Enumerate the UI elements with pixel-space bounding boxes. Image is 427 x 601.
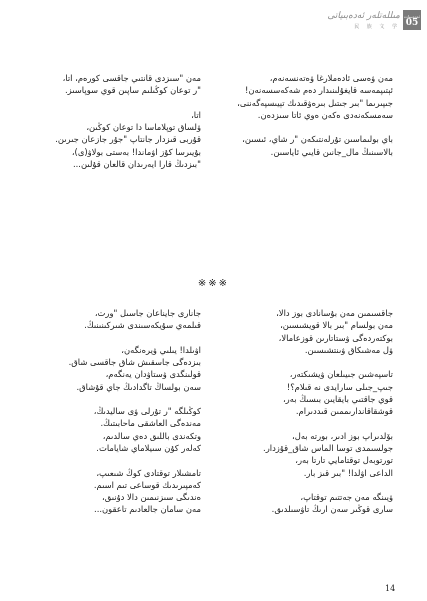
magazine-subtitle: 民 族 文 学 bbox=[354, 24, 400, 30]
poem-stanza bbox=[237, 133, 393, 158]
poem-line: جولسىمدى توسا الماس شاق_قۇزدار. bbox=[263, 443, 393, 454]
poem-line: مەن "سىزدى قانتىي جاقسى كورەم، اتا، bbox=[62, 73, 201, 83]
poem-stanza bbox=[237, 72, 393, 121]
poem-line: كەمپىرىدىك قوساعى تىم اسىم. bbox=[93, 479, 201, 490]
poem-line: مەن ۋەسى ئادەملارغا ۋەتەنسەنەم، bbox=[269, 73, 393, 83]
poem-line: جانارى جايناعان جاسىل "ورت، bbox=[94, 308, 201, 318]
poem-line: ۋل مەشىكاق ۋىنتشىسىن. bbox=[304, 344, 393, 355]
poem-line: مەن سامان جالعادىم تاعقون... bbox=[94, 504, 201, 515]
poem-top-right bbox=[237, 72, 393, 158]
poem-line: ۋيىنگە مەن جەتتىم توقتاپ، bbox=[300, 492, 393, 503]
poem-stanza bbox=[69, 344, 201, 393]
poem-line: سارى قوڭىر سەن ارىڭ تاۋسىلدىق. bbox=[271, 504, 393, 515]
poem-line: وتكەندى باللىق دەي سالدىم، bbox=[102, 430, 201, 441]
poem-line: ەندىگى سىزنىمىن دالا دۇنىق، bbox=[102, 492, 201, 503]
poem-line: جىپ_جىلى سارايدى نە قىلام؟! bbox=[286, 381, 393, 392]
poem-line: كەلەر كۇن سىيلاماي شايامات. bbox=[96, 443, 201, 454]
poem-line: اۋىلدا! يىلىي ۋيرەنگەن، bbox=[121, 344, 201, 355]
poem-bottom-right bbox=[263, 307, 393, 516]
poem-stanza bbox=[263, 307, 393, 356]
logo-top-text: ئەدەبىيات bbox=[404, 14, 420, 19]
poem-line: ۋلساق توپلاماسا دا توعان كوڭىن، bbox=[86, 122, 201, 133]
page-number: 14 bbox=[385, 584, 396, 593]
poem-line: "بىزدىڭ قارا ايەرىدان قالعان قۇلىن... bbox=[72, 158, 201, 169]
poem-line: تامشىلار توقتادى كوڭ شىعىپ، bbox=[96, 467, 201, 478]
poem-line: قوشقاقاندارىممىن قىددىرام. bbox=[295, 406, 393, 417]
poem-line: "ر توعان كوڭىلىم ساپىن قوي سوپاسىز. bbox=[64, 85, 201, 96]
poem-bottom-left bbox=[69, 307, 201, 516]
section-separator: ※※※ bbox=[197, 278, 230, 289]
poem-line: قۇربى قىزدار جانتاپ "جۇر جازعان جىرىن. bbox=[55, 134, 201, 145]
poem-line: تاسپەشىن جىيىلعان ۋيشىكتەر، bbox=[289, 369, 393, 380]
poem-line: سەمسكەنەدى ەكەن ەوي ئاتا سىزدەن. bbox=[257, 109, 393, 120]
poem-stanza bbox=[69, 307, 201, 332]
poem-line: جىپىرىما "بىر جىتىل بىرەۋقىدىك تېيىسپەگەننى، bbox=[237, 97, 393, 108]
page-header bbox=[327, 10, 421, 30]
poem-stanza bbox=[263, 491, 393, 516]
poem-line: بالاسىنىڭ مال_جانىن قايىي ئاياسىن. bbox=[270, 146, 393, 157]
poem-line: باي بولىماسىن تۇرلەنتىكەن "ر شاي، ئىسىن، bbox=[242, 134, 393, 145]
poem-line: جاقسىمىن مەن بۇسانادى بوز دالا، bbox=[276, 308, 393, 318]
poem-line: بوكتەردەگى ۋستاتارىن قوزعامالا، bbox=[278, 332, 393, 343]
poem-line: ئېتىپمەسە قايغۇلىنىدار دەم شەكەسسەنەن! bbox=[244, 85, 393, 96]
logo-number: 05 bbox=[405, 18, 419, 28]
header-text bbox=[327, 10, 400, 30]
poem-stanza bbox=[263, 430, 393, 479]
poem-line: تورتوبەل توقتامايي تارتا بەر، bbox=[295, 455, 393, 466]
poem-line: قوي جاقتىي بايقايىن بىسىڭ بەر، bbox=[282, 393, 393, 404]
poem-stanza bbox=[55, 72, 201, 97]
poem-line: كوڭىلگە "ر تۇرلى ۋى ساليدىڭ، bbox=[93, 406, 201, 417]
poem-line: مەندەگى العاشقى ماحابىتىڭ. bbox=[100, 418, 201, 429]
poem-line: اتا، bbox=[191, 109, 201, 120]
poem-line: سەن بولساڭ تاگدادىڭ جاي قۇشاق. bbox=[76, 381, 201, 392]
poem-line: قولىنگدى ۋستاۋدان يەنگەم، bbox=[105, 369, 201, 380]
poem-stanza bbox=[263, 368, 393, 417]
magazine-title: مىللەتلەر ئەدەبىياتى bbox=[327, 11, 400, 21]
poem-line: بۇيىرسا كۇز اۋماندا! بەستى بولاۋ(ى)، bbox=[71, 146, 201, 157]
poem-line: قىلمەي سۇيكەسىندى شىركىنىنىڭ. bbox=[84, 320, 201, 331]
poem-line: الداعى اۋلدا! "بىر قىز بار. bbox=[303, 467, 393, 478]
poem-stanza bbox=[69, 405, 201, 454]
poem-line: مەن بولسام "بىر بالا قويشىسىن، bbox=[280, 320, 393, 331]
poem-line: بىزدەگى جاسقىش شاق جاقسى شاق. bbox=[68, 357, 201, 368]
poem-line: بۆلدىراپ بوز ادىر، بورتە بەل، bbox=[292, 430, 393, 441]
magazine-logo bbox=[403, 10, 421, 30]
poem-top-left bbox=[55, 72, 201, 170]
poem-stanza bbox=[55, 109, 201, 170]
poem-stanza bbox=[69, 467, 201, 516]
